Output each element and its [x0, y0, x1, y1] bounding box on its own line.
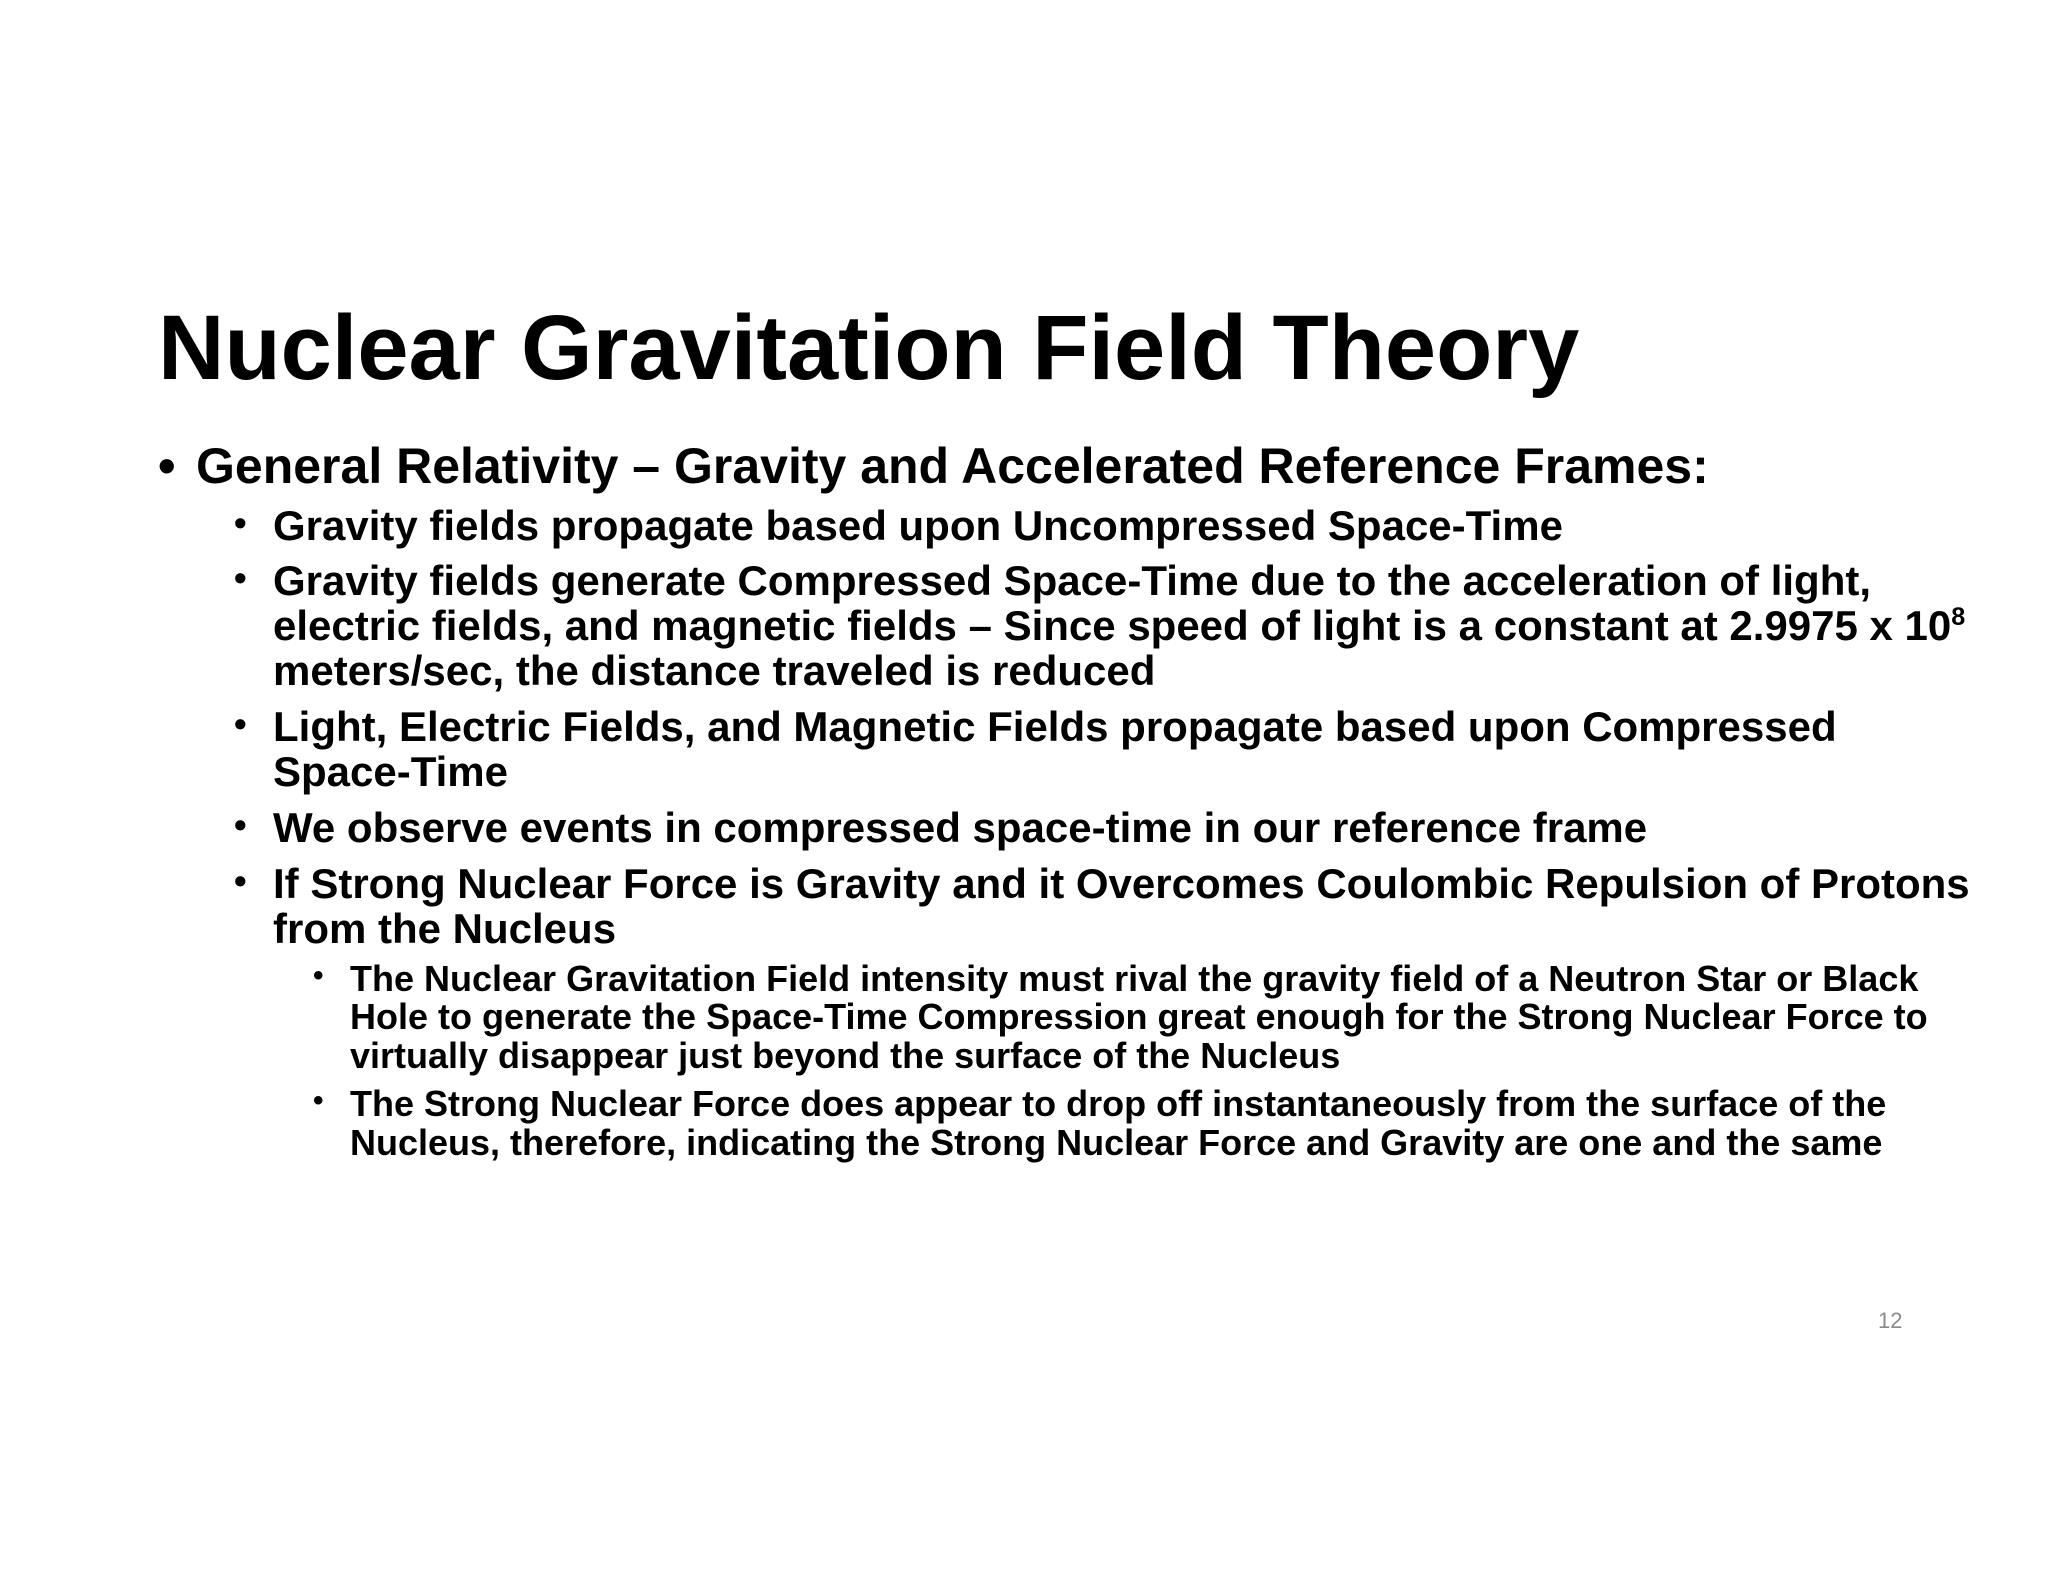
bullet-icon: •: [234, 703, 247, 745]
sub-bullet-text: We observe events in compressed space-time in our reference frame: [273, 804, 1648, 852]
exponent: 8: [1951, 603, 1966, 632]
bullet-icon: •: [234, 501, 247, 543]
bullet-icon: •: [234, 860, 247, 902]
sub-bullet-text-part: meters/sec, the distance traveled is reduced: [273, 647, 1156, 695]
sub-sub-bullet: [273, 957, 1978, 1076]
bullet-list: [158, 440, 1978, 1174]
sub-bullet-text: If Strong Nuclear Force is Gravity and it Overcomes Coulombic Repulsion of Protons from the Nucleus: [273, 860, 1970, 952]
bullet-icon: •: [313, 958, 324, 992]
sub-bullet: [196, 862, 1978, 1162]
bullet-icon: •: [234, 804, 247, 846]
sub-sub-bullet-text: The Strong Nuclear Force does appear to drop off instantaneously from the surface of the Nucleus, therefore, indicating the Strong Nuclear Force and Gravity are one and the same: [350, 1083, 1887, 1163]
sub-bullet-text: [273, 557, 1965, 694]
sub-bullet: [196, 501, 1978, 549]
sub-bullet: [196, 705, 1978, 795]
sub-sub-bullet-list: [273, 957, 1978, 1163]
slide-title: Nuclear Gravitation Field Theory: [158, 297, 1580, 399]
bullet-icon: •: [234, 557, 247, 599]
sub-bullet: [196, 559, 1978, 694]
bullet-icon: •: [313, 1084, 324, 1118]
sub-sub-bullet: [273, 1085, 1978, 1162]
bullet-icon: •: [158, 438, 176, 494]
sub-bullet-text-part: Gravity fields generate Compressed Space-Time due to the acceleration of light, electric fields, and magnetic fields – Since speed of light is a constant at 2.9975 x 10: [273, 557, 1952, 650]
main-bullet: [158, 440, 1978, 1163]
sub-bullet-list: [196, 501, 1978, 1163]
main-bullet-text: General Relativity – Gravity and Accelerated Reference Frames:: [196, 438, 1709, 494]
sub-bullet-text: Light, Electric Fields, and Magnetic Fields propagate based upon Compressed Space-Time: [273, 703, 1837, 796]
sub-bullet-text: Gravity fields propagate based upon Uncompressed Space-Time: [273, 501, 1563, 549]
page-number: 12: [1878, 1308, 1903, 1333]
sub-sub-bullet-text: The Nuclear Gravitation Field intensity must rival the gravity field of a Neutron Star or Black Hole to generate the Space-Time Compression great enough for the Strong Nuclear Force to virtually disappear just beyond the surface of the Nucleus: [350, 957, 1928, 1076]
sub-bullet: [196, 806, 1978, 851]
